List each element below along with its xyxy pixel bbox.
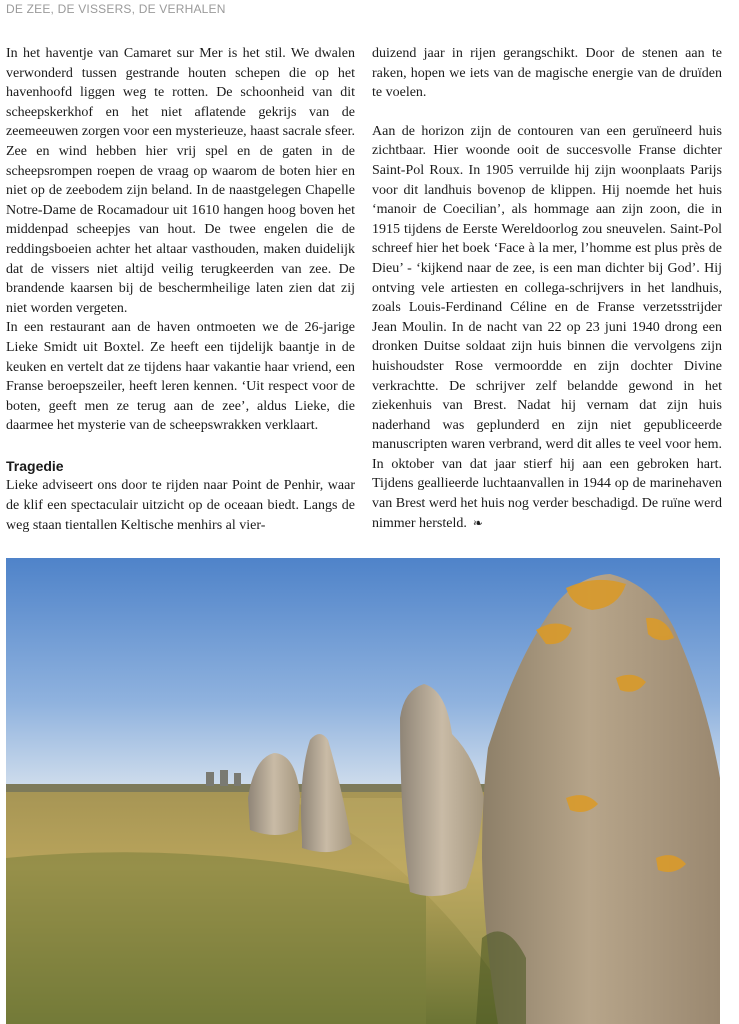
article-column-right (372, 44, 722, 533)
article-paragraph: In een restaurant aan de haven ontmoeten we de 26-jarige Lieke Smidt uit Boxtel. Ze heeft een tijdelijk baantje in de keuken en vertelt dat ze tijdens haar vakantie haar vriend, een Franse beroepszeiler, heeft leren kennen. ‘Uit respect voor de boten, geeft men ze terug aan de zee’, aldus Lieke, die daarmee het mysterie van de scheepswrakken verklaart. (6, 320, 355, 434)
menhirs-photo (6, 558, 720, 1024)
end-mark-icon: ❧ (472, 515, 483, 530)
article-paragraph (372, 122, 722, 533)
article-paragraph: In het haventje van Camaret sur Mer is het stil. We dwalen verwonderd tussen gestrande houten schepen die op het havenhoofd liggen weg te rotten. De schoonheid van dit scheepskerkhof en het niet aflatende gekrijs van de zeemeeuwen zorgen voor een mysterieuze, haast sacrale sfeer. Zee en wind hebben hier vrij spel en de gaten in de scheepsrompen roepen de vraag op waarom de boten hier en niet op de zeebodem zijn beland. In de naastgelegen Chapelle Notre-Dame de Rocamadour uit 1610 hangen hoog boven het middenpad scheepjes van hout. De twee engelen die de reddingsboeien achter het altaar vasthouden, maken duidelijk dat de vissers niet altijd veilig terugkeerden van zee. De brandende kaarsen bij de beschermheilige laten zien dat zij niet worden vergeten. (6, 46, 355, 316)
article-column-left (6, 44, 355, 535)
paragraph-gap (372, 103, 722, 122)
article-paragraph: Lieke adviseert ons door te rijden naar Point de Penhir, waar de klif een spectaculair uitzicht op de oceaan biedt. Langs de weg staan tientallen Keltische menhirs al vier- (6, 478, 355, 533)
article-paragraph: duizend jaar in rijen gerangschikt. Door de stenen aan te raken, hopen we iets van de magische energie van de druïden te voelen. (372, 46, 722, 101)
article-paragraph-text: Aan de horizon zijn de contouren van een geruïneerd huis zichtbaar. Hier woonde ooit de succesvolle Franse dichter Saint-Pol Roux. In 1905 verruilde hij zijn woonplaats Parijs voor dit landhuis bovenop de klippen. Hij noemde het huis ‘manoir de Coecilian’, als hommage aan zijn zoon, die in 1915 tijdens de Eerste Wereldoorlog zou sneuvelen. Saint-Pol schreef hier het boek ‘Face à la mer, l’homme est plus près de Dieu’ - ‘kijkend naar de zee, is een man dichter bij God’. Hij ontving vele artiesten en collega-schrijvers in het landhuis, zoals Louis-Ferdinand Céline en de Franse verzetsstrijder Jean Moulin. In de nacht van 22 op 23 juni 1940 drong een dronken Duitse soldaat zijn huis binnen die vervolgens zijn huishoudster Rose vermoordde en zijn dochter Divine verkrachtte. De schrijver zelf belandde gewond in het ziekenhuis van Brest. Nadat hij vernam dat zijn huis naderhand was geplunderd en zijn niet gepubliceerde manuscripten waren verbrand, werd dit alles te veel voor hem. In oktober van dat jaar stierf hij aan een gebroken hart. Tijdens geallieerde luchtaanvallen in 1944 op de marinehaven van Brest werd het huis nog verder beschadigd. De ruïne werd nimmer hersteld. (372, 123, 722, 531)
running-header: DE ZEE, DE VISSERS, DE VERHALEN (6, 2, 226, 16)
section-heading: Tragedie (6, 457, 64, 474)
grass-shadow (6, 852, 426, 1024)
menhirs-illustration (6, 558, 720, 1024)
